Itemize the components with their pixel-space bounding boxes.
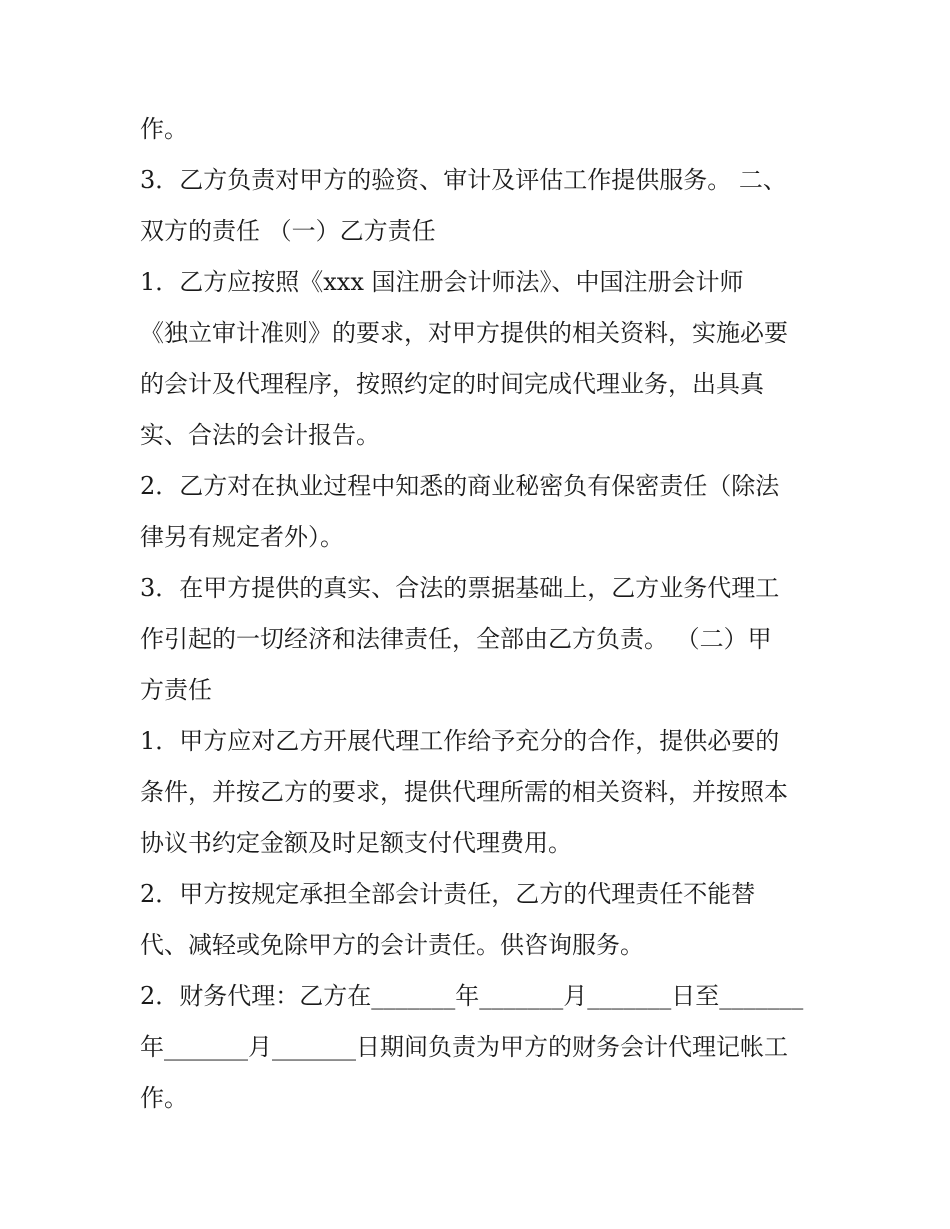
text-line-9: 律另有规定者外）。 xyxy=(140,523,344,551)
text-line-7: 实、合法的会计报告。 xyxy=(140,421,380,449)
text-line-6: 的会计及代理程序，按照约定的时间完成代理业务，出具真 xyxy=(140,370,764,398)
text-line-3: 双方的责任 （一）乙方责任 xyxy=(140,217,436,245)
text-line-13: 1．甲方应对乙方开展代理工作给予充分的合作，提供必要的 xyxy=(140,727,780,755)
text-line-17: 代、减轻或免除甲方的会计责任。供咨询服务。 xyxy=(140,931,644,959)
text-line-10: 3．在甲方提供的真实、合法的票据基础上，乙方业务代理工 xyxy=(140,574,780,602)
text-line-19: 年_______月_______日期间负责为甲方的财务会计代理记帐工 xyxy=(140,1033,788,1061)
text-line-15: 协议书约定金额及时足额支付代理费用。 xyxy=(140,829,572,857)
text-line-20: 作。 xyxy=(140,1084,188,1112)
text-line-5: 《独立审计准则》的要求，对甲方提供的相关资料，实施必要 xyxy=(140,319,788,347)
text-line-1: 作。 xyxy=(140,115,188,143)
text-line-12: 方责任 xyxy=(140,676,212,704)
text-line-11: 作引起的一切经济和法律责任，全部由乙方负责。 （二）甲 xyxy=(140,625,772,653)
text-line-2: 3．乙方负责对甲方的验资、审计及评估工作提供服务。 二、 xyxy=(140,166,787,194)
text-line-8: 2．乙方对在执业过程中知悉的商业秘密负有保密责任（除法 xyxy=(140,472,780,500)
text-line-4: 1．乙方应按照《xxx 国注册会计师法》、中国注册会计师 xyxy=(140,268,744,296)
text-line-18: 2．财务代理：乙方在_______年_______月_______日至_______ xyxy=(140,982,804,1010)
text-line-16: 2．甲方按规定承担全部会计责任，乙方的代理责任不能替 xyxy=(140,880,756,908)
text-line-14: 条件，并按乙方的要求，提供代理所需的相关资料，并按照本 xyxy=(140,778,788,806)
